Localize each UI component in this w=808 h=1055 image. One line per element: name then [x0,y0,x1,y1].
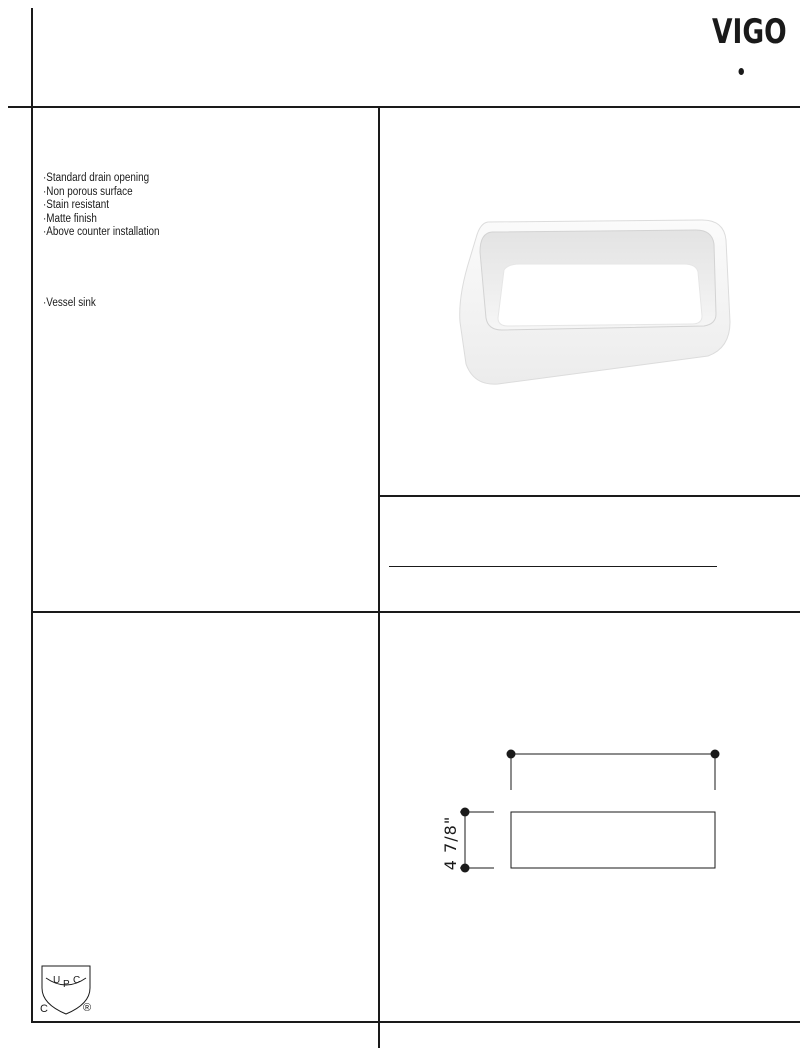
feature-item: · Stain resistant [43,199,160,213]
dimension-endpoint-dot [461,864,470,873]
feature-item: · Standard drain opening [43,172,160,186]
dimension-endpoint-dot [461,808,470,817]
sink-side-profile [511,812,715,868]
vessel-sink-note: · Vessel sink [43,297,96,311]
right-panel-divider [378,495,800,497]
header-horizontal-rule [8,106,800,108]
spec-underline [389,566,717,567]
middle-horizontal-rule [31,611,800,613]
feature-item: · Matte finish [43,213,160,227]
upc-letter-p: P [63,979,70,990]
logo-dot-icon [739,68,744,75]
registered-mark: ® [83,1002,92,1014]
bottom-horizontal-rule [31,1021,800,1023]
height-dimension-label: 4 7/8" [441,815,460,871]
feature-item: · Above counter installation [43,226,160,240]
dimension-endpoint-dot [507,750,516,759]
dimension-endpoint-dot [711,750,720,759]
center-vertical-rule [378,106,380,1048]
upc-letter-c: C [73,975,81,986]
upc-letter-u: U [53,975,61,986]
vigo-logo [712,12,787,72]
sink-product-image [458,218,734,390]
left-vertical-rule [31,8,33,1023]
logo-text: VIGO [712,12,787,52]
feature-item: · Non porous surface [43,186,160,200]
csa-c-mark: C [40,1003,48,1015]
feature-list [43,172,160,240]
